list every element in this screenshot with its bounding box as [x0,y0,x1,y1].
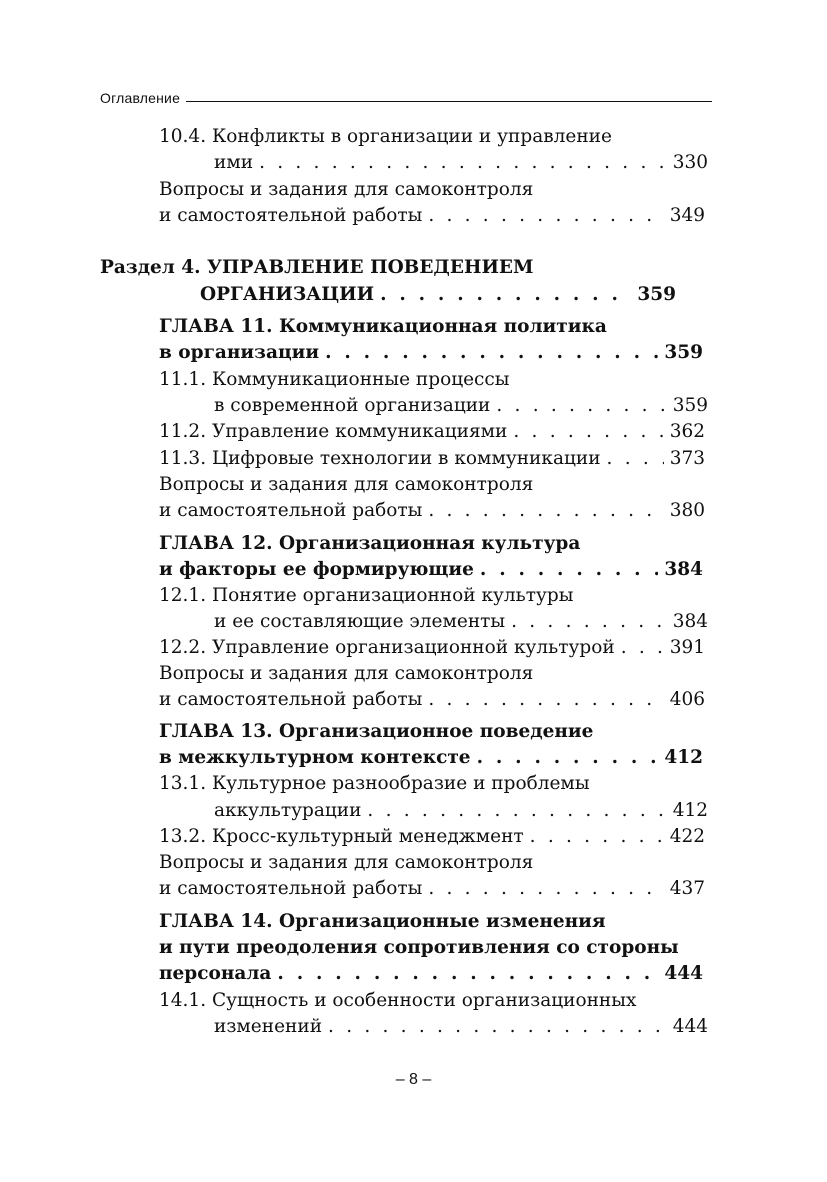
leader-dots [328,1014,667,1040]
page-ref: 444 [664,963,703,984]
toc-section-4-line1: Раздел 4. УПРАВЛЕНИЕ ПОВЕДЕНИЕМ [100,257,534,278]
page-ref: 384 [672,611,708,632]
leader-dots [428,876,663,902]
page-ref: 359 [637,284,676,305]
toc-chapter-12-line1: ГЛАВА 12. Организационная культура [159,533,581,554]
page-ref: 391 [669,637,705,658]
running-head [100,90,712,110]
toc-section-4[interactable] [200,282,676,308]
toc-entry-12-1[interactable] [214,609,708,635]
toc-questions-13-line1: Вопросы и задания для самоконтроля [159,852,534,873]
toc-entry-14-1-line1: 14.1. Сущность и особенности организационных [159,990,637,1011]
toc-entry-title: и факторы ее формирующие [159,559,474,580]
page-ref: 384 [664,559,703,580]
toc-entry-13-2[interactable] [159,824,705,850]
toc-chapter-11[interactable] [159,340,703,366]
leader-dots [380,282,631,308]
toc-questions-12[interactable] [159,687,705,713]
leader-dots [367,798,666,824]
toc-entry-title: и ее составляющие элементы [214,611,506,632]
page-ref: 422 [669,826,705,847]
toc-entry-11-1[interactable] [214,393,708,419]
toc-entry-title: в современной организации [214,395,491,416]
toc-entry-title: персонала [159,963,272,984]
toc-entry-11-1-line1: 11.1. Коммуникационные процессы [159,369,510,390]
toc-entry-10-4[interactable] [214,150,708,176]
page-ref: 444 [672,1016,708,1037]
toc-entry-title: 11.3. Цифровые технологии в коммуникации [159,448,601,469]
toc-entry-title: и самостоятельной работы [159,878,423,899]
toc-chapter-14-line2: и пути преодоления сопротивления со стороны [159,937,679,958]
page-ref: 362 [669,421,705,442]
toc-entry-13-1[interactable] [214,798,708,824]
leader-dots [530,824,664,850]
toc-entry-title: аккультурации [214,800,362,821]
leader-dots [477,745,659,771]
page-ref: 406 [669,689,705,710]
toc-entry-title: ОРГАНИЗАЦИИ [200,284,375,305]
running-head-title: Оглавление [100,90,186,106]
page-ref: 437 [669,878,705,899]
toc-entry-14-1[interactable] [214,1014,708,1040]
leader-dots [496,393,666,419]
toc-entry-title: и самостоятельной работы [159,205,423,226]
toc-entry-title: в межкультурном контексте [159,747,471,768]
leader-dots [428,203,663,229]
toc-entry-title: 12.2. Управление организационной культурой [159,637,615,658]
page-ref: 412 [664,747,703,768]
toc-entry-11-2[interactable] [159,419,705,445]
leader-dots [621,635,664,661]
leader-dots [428,498,663,524]
toc-entry-title: изменений [214,1016,323,1037]
running-head-rule [186,101,712,102]
page-number: – 8 – [395,1071,432,1088]
toc-entry-12-2[interactable] [159,635,705,661]
toc-entry-13-1-line1: 13.1. Культурное разнообразие и проблемы [159,773,590,794]
toc-entry-title: в организации [159,342,320,363]
toc-entry-10-4-line1: 10.4. Конфликты в организации и управление [159,126,612,147]
page-ref: 412 [672,800,708,821]
page-ref: 359 [664,342,703,363]
leader-dots [277,961,658,987]
toc-questions-11-line1: Вопросы и задания для самоконтроля [159,474,534,495]
toc-entry-title: 11.2. Управление коммуникациями [159,421,508,442]
toc-chapter-14[interactable] [159,961,703,987]
page-ref: 359 [672,395,708,416]
toc-chapter-13[interactable] [159,745,703,771]
toc-chapter-12[interactable] [159,557,703,583]
leader-dots [325,340,658,366]
toc-questions-10-line1: Вопросы и задания для самоконтроля [159,179,534,200]
toc-chapter-13-line1: ГЛАВА 13. Организационное поведение [159,721,594,742]
toc-entry-12-1-line1: 12.1. Понятие организационной культуры [159,585,574,606]
page-ref: 349 [669,205,705,226]
toc-entry-title: ими [214,152,254,173]
leader-dots [607,446,664,472]
leader-dots [480,557,658,583]
toc-questions-12-line1: Вопросы и задания для самоконтроля [159,663,534,684]
toc-questions-13[interactable] [159,876,705,902]
toc-chapter-11-line1: ГЛАВА 11. Коммуникационная политика [159,316,607,337]
leader-dots [513,419,663,445]
toc-entry-title: и самостоятельной работы [159,500,423,521]
toc-chapter-14-line1: ГЛАВА 14. Организационные изменения [159,911,606,932]
page-ref: 373 [669,448,705,469]
leader-dots [511,609,667,635]
page-ref: 380 [669,500,705,521]
page-ref: 330 [672,152,708,173]
toc-questions-10[interactable] [159,203,705,229]
leader-dots [259,150,667,176]
toc-entry-11-3[interactable] [159,446,705,472]
toc-entry-title: и самостоятельной работы [159,689,423,710]
toc-entry-title: 13.2. Кросс-культурный менеджмент [159,826,524,847]
leader-dots [428,687,663,713]
toc-questions-11[interactable] [159,498,705,524]
